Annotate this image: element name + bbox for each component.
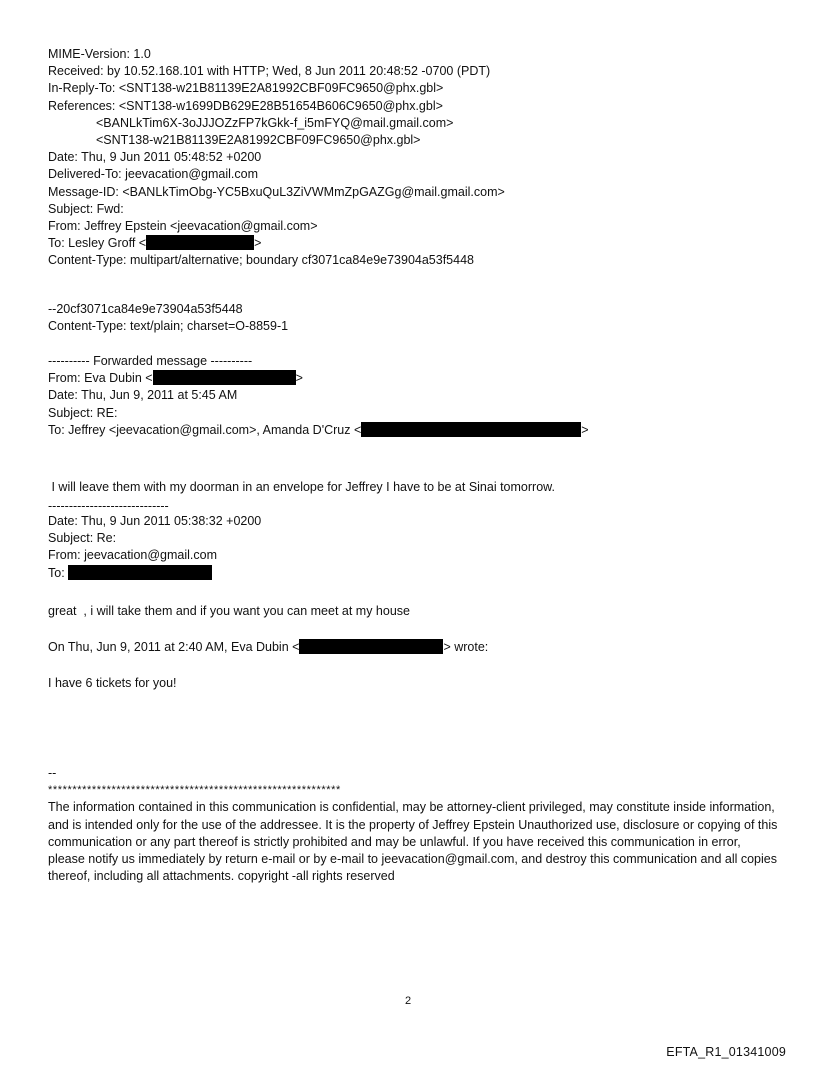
- redaction-box: [361, 422, 581, 437]
- header-from: From: Jeffrey Epstein <jeevacation@gmail.com>: [48, 218, 318, 233]
- forwarded-from-prefix: From: Eva Dubin <: [48, 371, 153, 386]
- reply-to: [48, 565, 788, 582]
- quote-prefix: On Thu, Jun 9, 2011 at 2:40 AM, Eva Dubin <: [48, 640, 300, 654]
- forwarded-subject: Subject: RE:: [48, 405, 118, 420]
- mime-part: [48, 301, 788, 335]
- reply-body-text: great , i will take them and if you want you can meet at my house: [48, 604, 410, 618]
- quote-body: [48, 675, 788, 692]
- reply-subject: Subject: Re:: [48, 531, 117, 546]
- header-date: Date: Thu, 9 Jun 2011 05:48:52 +0200: [48, 150, 262, 165]
- header-received: Received: by 10.52.168.101 with HTTP; Wed, 8 Jun 2011 20:48:52 -0700 (PDT): [48, 64, 491, 79]
- header-content-type: Content-Type: multipart/alternative; boundary cf3071ca84e9e73904a53f5448: [48, 253, 474, 268]
- disclaimer-text: The information contained in this communication is confidential, may be attorney-client privileged, may constitute inside information, and is intended only for the use of the addressee. It is the property of Jeffrey Epstein Unauthorized use, disclosure or copying of this communication or any part thereof is strictly prohibited and may be unlawful. If you have received this communication in error, please notify us immediately by return e-mail or by e-mail to jeevacation@gmail.com, and destroy this communication and all copies thereof, including all attachments. copyright -all rights reserved: [48, 800, 778, 884]
- redaction-box: [68, 565, 212, 580]
- reply-from: From: jeevacation@gmail.com: [48, 548, 217, 563]
- reply-body: [48, 603, 788, 620]
- redaction-box: [299, 639, 443, 654]
- forwarded-message: [48, 353, 788, 439]
- signature-dashes: --: [48, 766, 57, 780]
- quote-body-text: I have 6 tickets for you!: [48, 676, 177, 690]
- header-in-reply-to: In-Reply-To: <SNT138-w21B81139E2A81992CBF09FC9650@phx.gbl>: [48, 81, 444, 96]
- mime-content-type: Content-Type: text/plain; charset=O-8859-1: [48, 319, 289, 334]
- quote-header: [48, 639, 788, 656]
- mime-boundary: --20cf3071ca84e9e73904a53f5448: [48, 302, 243, 316]
- email-headers: [48, 46, 788, 269]
- forwarded-from: [48, 370, 788, 387]
- forwarded-to-prefix: To: Jeffrey <jeevacation@gmail.com>, Amanda D'Cruz <: [48, 422, 362, 437]
- header-message-id: Message-ID: <BANLkTimObg-YC5BxuQuL3ZiVWMmZpGAZGg@mail.gmail.com>: [48, 184, 505, 199]
- forwarded-to: [48, 422, 788, 439]
- reply-divider: -----------------------------: [48, 499, 169, 513]
- header-delivered-to: Delivered-To: jeevacation@gmail.com: [48, 167, 258, 182]
- reply-date: Date: Thu, 9 Jun 2011 05:38:32 +0200: [48, 514, 262, 528]
- forwarded-date: Date: Thu, Jun 9, 2011 at 5:45 AM: [48, 388, 238, 403]
- reply-message: [48, 499, 788, 582]
- forwarded-body-text: I will leave them with my doorman in an envelope for Jeffrey I have to be at Sinai tomorrow.: [48, 480, 555, 494]
- header-references: References: <SNT138-w1699DB629E28B51654B606C9650@phx.gbl>: [48, 98, 443, 113]
- header-mime-version: MIME-Version: 1.0: [48, 47, 151, 61]
- page-number: 2: [404, 995, 412, 1007]
- forwarded-from-suffix: >: [295, 371, 303, 386]
- header-subject: Subject: Fwd:: [48, 201, 124, 216]
- header-references-3: <SNT138-w21B81139E2A81992CBF09FC9650@phx.gbl>: [96, 132, 421, 147]
- forwarded-body: [48, 479, 788, 496]
- redaction-box: [146, 235, 254, 250]
- forwarded-to-suffix: >: [581, 422, 589, 437]
- signature-stars: ************************************************************: [48, 784, 341, 797]
- bates-number: EFTA_R1_01341009: [666, 1045, 786, 1059]
- header-to-suffix: >: [254, 236, 262, 251]
- quote-attribution: [48, 639, 788, 656]
- header-to-prefix: To: Lesley Groff <: [48, 236, 147, 251]
- quote-suffix: > wrote:: [443, 640, 489, 654]
- signature: [48, 765, 788, 885]
- reply-to-prefix: To:: [48, 565, 69, 580]
- forwarded-divider: ---------- Forwarded message ----------: [48, 354, 253, 368]
- redaction-box: [153, 370, 296, 385]
- header-references-2: <BANLkTim6X-3oJJJOZzFP7kGkk-f_i5mFYQ@mail.gmail.com>: [96, 115, 454, 130]
- header-to: [48, 235, 788, 252]
